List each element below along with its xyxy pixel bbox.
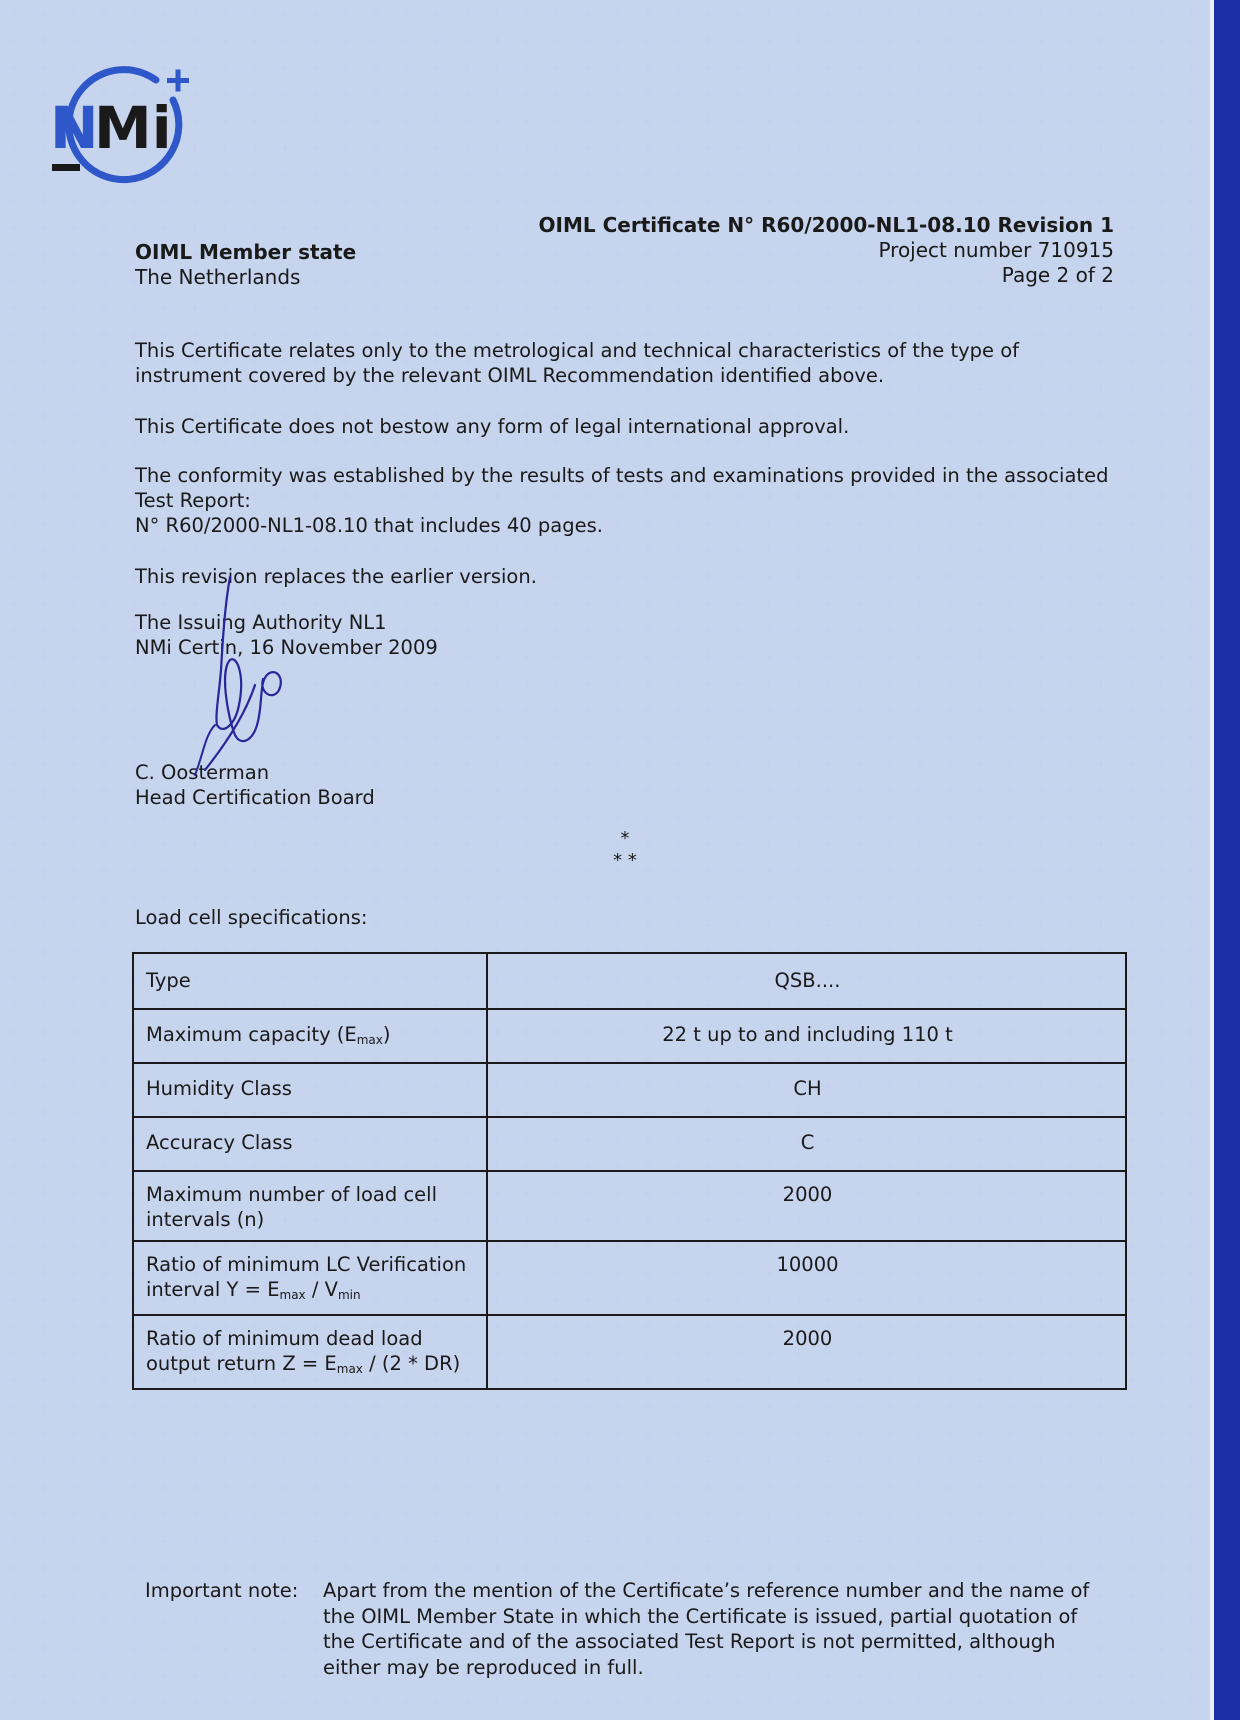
spec-value-accuracy: C [487, 1117, 1126, 1171]
star-bottom: * * [613, 850, 637, 871]
spec-value-nmax: 2000 [487, 1171, 1126, 1241]
spec-label-z-ratio: Ratio of minimum dead load output return $Z = E_{max} / (2 * DR)$ [133, 1315, 487, 1389]
spec-label-emax: Maximum capacity $(E_{max})$ [133, 1009, 487, 1063]
member-state-label: OIML Member state [135, 240, 357, 264]
note-line-2: the OIML Member State in which the Certificate is issued, partial quotation of [323, 1604, 1078, 1628]
authority-name: The Issuing Authority NL1 [135, 611, 387, 634]
table-row [133, 1009, 1126, 1063]
paragraph-scope [135, 338, 1025, 388]
table-row [133, 1241, 1126, 1315]
project-number: Project number 710915 [878, 238, 1114, 262]
spec-value-type: QSB.... [487, 953, 1126, 1009]
table-row [133, 1315, 1126, 1389]
important-note-text [323, 1578, 1113, 1680]
table-row [133, 953, 1126, 1009]
spec-value-emax: 22 t up to and including 110 t [487, 1009, 1126, 1063]
table-row [133, 1063, 1126, 1117]
paragraph-scope-text: This Certificate relates only to the metrological and technical characteristics of the type of instrument covered by the relevant OIML Recommendation identified above. [135, 339, 1020, 387]
spec-label-type: Type [133, 953, 487, 1009]
svg-text:N: N [50, 94, 99, 162]
nmi-logo [50, 60, 210, 190]
place-date: NMi Certin, 16 November 2009 [135, 636, 438, 659]
important-note-label: Important note: [145, 1579, 299, 1602]
paragraph-no-approval [135, 414, 1115, 439]
spec-value-z-ratio: 2000 [487, 1315, 1126, 1389]
table-row [133, 1171, 1126, 1241]
paragraph-conformity [135, 463, 1115, 538]
svg-text:Mi: Mi [94, 94, 172, 162]
spec-value-y-ratio: 10000 [487, 1241, 1126, 1315]
spec-heading [135, 905, 1115, 930]
page-number: Page 2 of 2 [1001, 263, 1114, 287]
conformity-line-2: Test Report: [135, 489, 251, 512]
spec-label-humidity: Humidity Class [133, 1063, 487, 1117]
paragraph-revision-text: This revision replaces the earlier version. [135, 565, 537, 588]
conformity-line-3: N° R60/2000-NL1-08.10 that includes 40 pages. [135, 514, 603, 537]
certificate-header [539, 213, 1114, 288]
certificate-title: OIML Certificate N° R60/2000-NL1-08.10 Revision 1 [538, 213, 1114, 237]
note-line-3: the Certificate and of the associated Test Report is not permitted, although [323, 1630, 1056, 1653]
spec-heading-text: Load cell specifications: [135, 906, 368, 929]
signature [175, 575, 315, 780]
member-state-value: The Netherlands [135, 265, 301, 289]
star-top: * [620, 828, 630, 849]
section-divider-stars [610, 828, 640, 872]
table-row [133, 1117, 1126, 1171]
conformity-line-1: The conformity was established by the results of tests and examinations provided in the associated [135, 464, 1109, 487]
spec-label-nmax: Maximum number of load cell intervals (n) [133, 1171, 487, 1241]
spec-label-y-ratio: Ratio of minimum LC Verification interval $Y = E_{max} / V_{min}$ [133, 1241, 487, 1315]
member-state-block [135, 240, 356, 290]
signatory-name: C. Oosterman [135, 761, 270, 784]
paragraph-no-approval-text: This Certificate does not bestow any form of legal international approval. [135, 415, 850, 438]
load-cell-spec-table [132, 952, 1127, 1390]
note-line-4: either may be reproduced in full. [323, 1655, 644, 1679]
spec-label-accuracy: Accuracy Class [133, 1117, 487, 1171]
scan-edge-bar [1214, 0, 1240, 1720]
signatory-title: Head Certification Board [135, 786, 375, 809]
spec-value-humidity: CH [487, 1063, 1126, 1117]
note-line-1: Apart from the mention of the Certificate’s reference number and the name of [323, 1579, 1090, 1602]
